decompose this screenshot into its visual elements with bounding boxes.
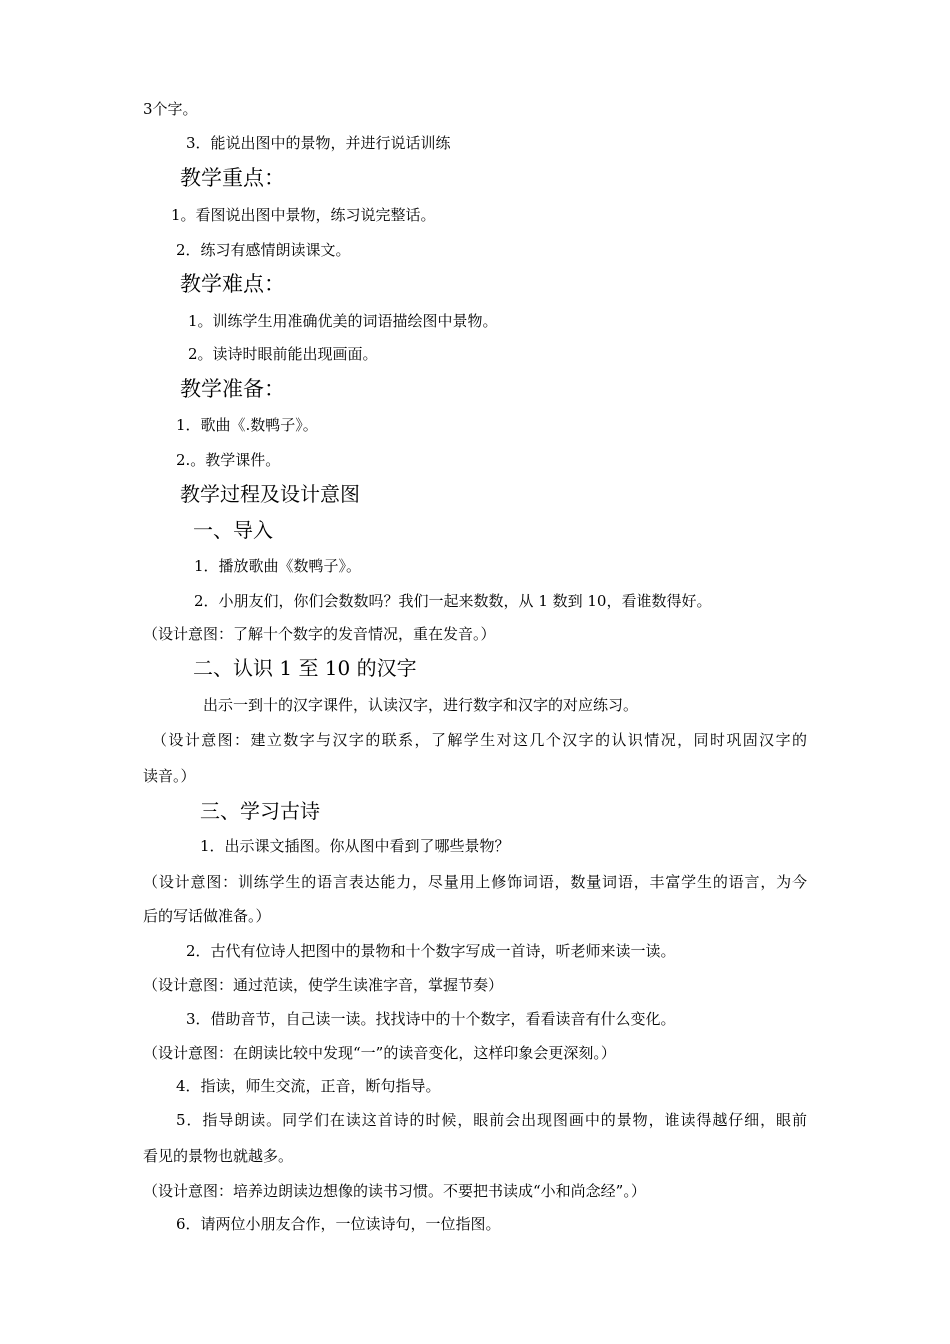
- text-line: （设计意图：建立数字与汉字的联系，了解学生对这几个汉字的认识情况，同时巩固汉字的: [152, 731, 807, 749]
- text-line: 2。读诗时眼前能出现画面。: [188, 345, 378, 363]
- text-line: 1．歌曲《.数鸭子》。: [176, 416, 318, 434]
- section-heading: 教学重点：: [180, 166, 285, 190]
- text-line: （设计意图：训练学生的语言表达能力，尽量用上修饰词语，数量词语，丰富学生的语言，为今: [143, 873, 807, 891]
- text-line: （设计意图：了解十个数字的发音情况，重在发音。）: [143, 625, 496, 643]
- text-line: 2．练习有感情朗读课文。: [176, 241, 351, 259]
- text-line: 1．出示课文插图。你从图中看到了哪些景物？: [200, 837, 510, 855]
- text-line: 后的写话做准备。）: [143, 907, 271, 925]
- text-line: 读音。）: [143, 767, 196, 785]
- text-line: 6．请两位小朋友合作，一位读诗句，一位指图。: [176, 1215, 501, 1233]
- section-heading: 教学准备：: [180, 377, 285, 401]
- text-line: （设计意图：通过范读，使学生读准字音，掌握节奏）: [143, 976, 504, 994]
- text-line: 出示一到十的汉字课件，认读汉字，进行数字和汉字的对应练习。: [203, 696, 639, 714]
- text-line: 3．借助音节，自己读一读。找找诗中的十个数字，看看读音有什么变化。: [186, 1010, 676, 1028]
- text-line: 4．指读，师生交流，正音，断句指导。: [176, 1077, 441, 1095]
- text-line: 3个字。: [143, 100, 198, 118]
- section-heading: 教学难点：: [180, 272, 285, 296]
- text-line: 2．古代有位诗人把图中的景物和十个数字写成一首诗，听老师来读一读。: [186, 942, 676, 960]
- text-line: （设计意图：在朗读比较中发现“一”的读音变化，这样印象会更深刻。）: [143, 1044, 616, 1062]
- subsection-heading: 二、认识 1 至 10 的汉字: [193, 656, 417, 680]
- text-line: 2.。教学课件。: [176, 451, 281, 469]
- text-line: 3．能说出图中的景物，并进行说话训练: [186, 134, 451, 152]
- text-line: （设计意图：培养边朗读边想像的读书习惯。不要把书读成“小和尚念经”。）: [143, 1182, 646, 1200]
- text-line: 1．播放歌曲《数鸭子》。: [194, 557, 362, 575]
- text-line: 1。训练学生用准确优美的词语描绘图中景物。: [188, 312, 498, 330]
- subsection-heading: 一、导入: [193, 518, 273, 542]
- subsection-heading: 三、学习古诗: [200, 799, 320, 823]
- text-line: 5．指导朗读。同学们在读这首诗的时候，眼前会出现图画中的景物，谁读得越仔细，眼前: [176, 1111, 807, 1129]
- text-line: 看见的景物也就越多。: [143, 1147, 294, 1165]
- text-line: 1。看图说出图中景物，练习说完整话。: [171, 206, 436, 224]
- text-line: 2．小朋友们，你们会数数吗？我们一起来数数，从 1 数到 10，看谁数得好。: [194, 592, 712, 610]
- section-heading: 教学过程及设计意图: [180, 482, 360, 506]
